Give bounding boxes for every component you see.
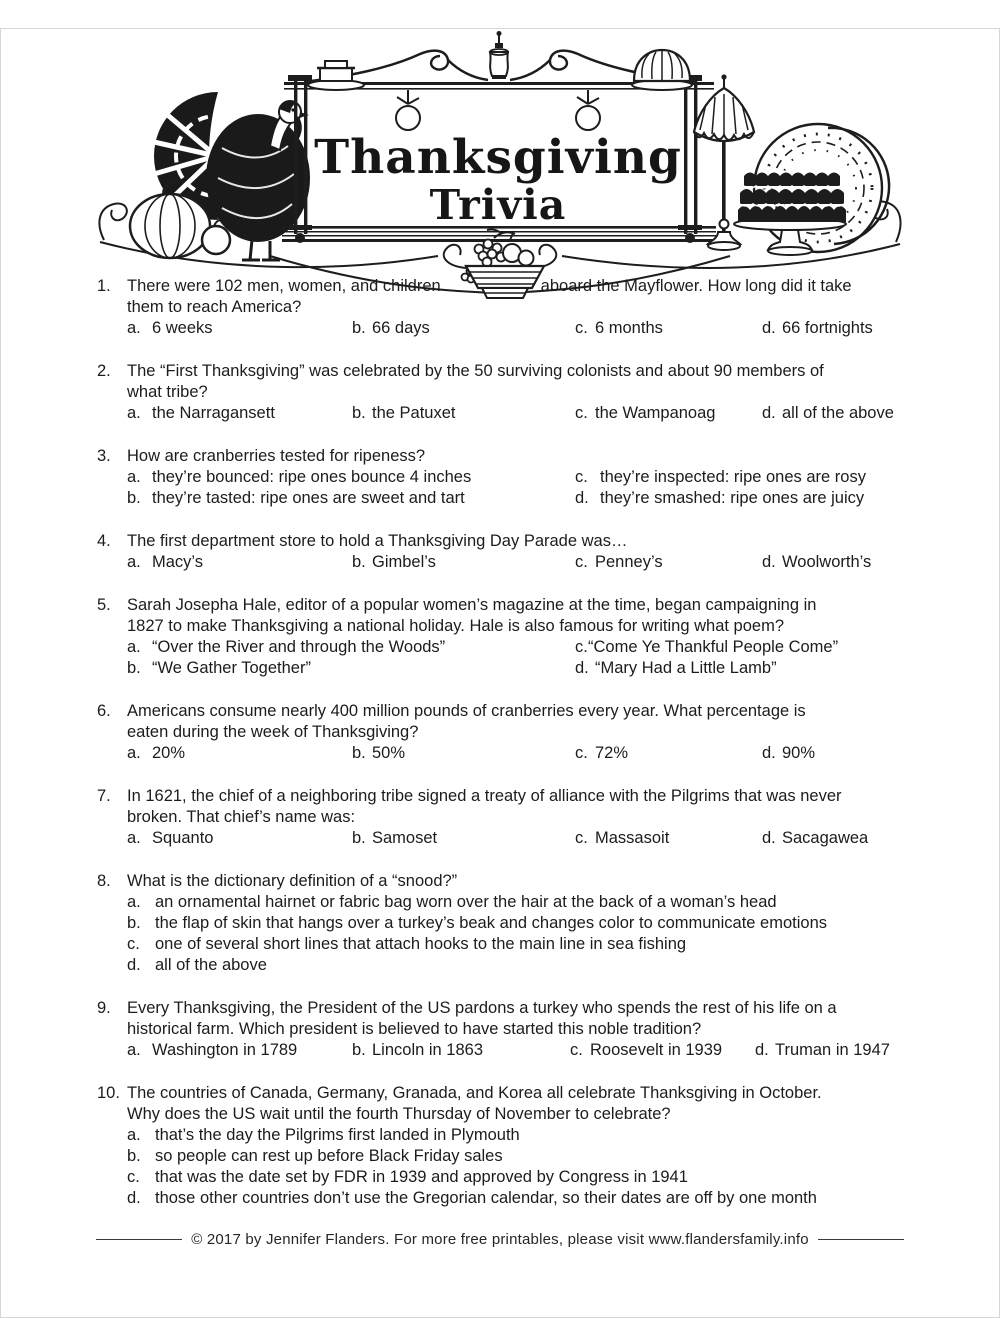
question-number: 8.	[97, 872, 111, 890]
question-number: 2.	[97, 362, 111, 380]
option-a: a. they’re bounced: ripe ones bounce 4 inches	[127, 468, 472, 486]
page-title-line2: Trivia	[429, 181, 567, 229]
option-a: a. Washington in 1789	[127, 1041, 298, 1059]
question-number: 9.	[97, 999, 111, 1017]
question-number: 7.	[97, 787, 111, 805]
question-text: 8. What is the dictionary definition of a “snood?”	[97, 872, 458, 890]
option-d: d. they’re smashed: ripe ones are juicy	[575, 489, 865, 507]
copyright-text: © 2017 by Jennifer Flanders. For more free printables, please visit www.flandersfamily.info	[191, 1231, 809, 1248]
question-6	[97, 701, 903, 764]
option-b: b. “We Gather Together”	[127, 659, 311, 677]
option-a: a. “Over the River and through the Woods”	[127, 638, 446, 656]
question-4	[97, 531, 903, 573]
answer-options	[127, 637, 903, 679]
question-text: 5. Sarah Josepha Hale, editor of a popular women’s magazine at the time, began campaigning in 1827 to make Thanksgiving a national holiday. Hale is also famous for writing what poem?	[97, 596, 817, 635]
option-d: d. those other countries don’t use the Gregorian calendar, so their dates are off by one month	[127, 1189, 817, 1207]
option-d: d. 90%	[762, 744, 816, 762]
option-c: c. 72%	[575, 744, 629, 762]
question-number: 1.	[97, 277, 111, 295]
question-text: 7. In 1621, the chief of a neighboring tribe signed a treaty of alliance with the Pilgrims that was never broken. That chief’s name was:	[97, 787, 842, 826]
question-text: 2. The “First Thanksgiving” was celebrated by the 50 surviving colonists and about 90 members of what tribe?	[97, 362, 824, 401]
footer-rule-left	[96, 1239, 182, 1240]
option-b: b. Lincoln in 1863	[352, 1041, 484, 1059]
cake-icon	[738, 173, 846, 223]
option-c: c.“Come Ye Thankful People Come”	[575, 638, 839, 656]
option-d: d. Sacagawea	[762, 829, 869, 847]
question-number: 6.	[97, 702, 111, 720]
option-d: d. all of the above	[127, 956, 267, 974]
option-a: a. Macy’s	[127, 553, 204, 571]
option-b: b. they’re tasted: ripe ones are sweet and tart	[127, 489, 465, 507]
answer-options	[127, 828, 903, 849]
question-text: 3. How are cranberries tested for ripeness?	[97, 447, 426, 465]
option-c: c. Penney’s	[575, 553, 663, 571]
option-c: c. that was the date set by FDR in 1939 and approved by Congress in 1941	[127, 1168, 688, 1186]
option-c: c. one of several short lines that attach hooks to the main line in sea fishing	[127, 935, 687, 953]
question-9	[97, 998, 903, 1061]
option-c: c. Roosevelt in 1939	[570, 1041, 723, 1059]
question-text: 4. The first department store to hold a Thanksgiving Day Parade was…	[97, 532, 628, 550]
answer-options	[127, 318, 903, 339]
butter-dish-icon	[308, 61, 364, 90]
question-text: 10. The countries of Canada, Germany, Granada, and Korea all celebrate Thanksgiving in October. Why does the US wait until the fourth Thursday of November to celebrate?	[97, 1084, 822, 1123]
option-a: a. 6 weeks	[127, 319, 213, 337]
option-b: b. Gimbel’s	[352, 553, 436, 571]
option-c: c. they’re inspected: ripe ones are rosy	[575, 468, 866, 486]
question-text: 6. Americans consume nearly 400 million pounds of cranberries every year. What percentage is eaten during the week of Thanksgiving?	[97, 702, 806, 741]
decorative-header	[0, 28, 1000, 262]
answer-options	[127, 467, 903, 509]
option-b: b. Samoset	[352, 829, 438, 847]
page-title-line1: Thanksgiving	[314, 130, 682, 185]
question-number: 3.	[97, 447, 111, 465]
option-d: d. 66 fortnights	[762, 319, 873, 337]
answer-options	[127, 1125, 903, 1209]
option-b: b. 66 days	[352, 319, 430, 337]
question-number: 10.	[97, 1084, 120, 1102]
option-a: a. that’s the day the Pilgrims first landed in Plymouth	[127, 1126, 520, 1144]
question-text: 1. There were 102 men, women, and children aboard the Mayflower. How long did it take them to reach America?	[97, 277, 852, 316]
footer-rule-right	[818, 1239, 904, 1240]
answer-options	[127, 1040, 903, 1061]
question-list	[0, 262, 1000, 1209]
urn-icon	[490, 31, 508, 79]
option-c: c. the Wampanoag	[575, 404, 716, 422]
option-b: b. the Patuxet	[352, 404, 456, 422]
question-3	[97, 446, 903, 509]
copyright-footer	[0, 1231, 1000, 1248]
question-5	[97, 595, 903, 679]
question-7	[97, 786, 903, 849]
option-a: a. an ornamental hairnet or fabric bag worn over the hair at the back of a woman’s head	[127, 893, 777, 911]
question-2	[97, 361, 903, 424]
question-number: 4.	[97, 532, 111, 550]
option-a: a. Squanto	[127, 829, 214, 847]
option-c: c. Massasoit	[575, 829, 670, 847]
option-b: b. 50%	[352, 744, 406, 762]
option-c: c. 6 months	[575, 319, 663, 337]
answer-options	[127, 892, 903, 976]
option-a: a. 20%	[127, 744, 186, 762]
option-b: b. so people can rest up before Black Friday sales	[127, 1147, 503, 1165]
question-text: 9. Every Thanksgiving, the President of the US pardons a turkey who spends the rest of his life on a historical farm. Which president is believed to have started this noble tradition?	[97, 999, 837, 1038]
question-10	[97, 1083, 903, 1209]
question-8	[97, 871, 903, 976]
option-d: d. “Mary Had a Little Lamb”	[575, 659, 777, 677]
option-d: d. Truman in 1947	[755, 1041, 890, 1059]
header-illustration	[90, 28, 910, 300]
question-number: 5.	[97, 596, 111, 614]
answer-options	[127, 743, 903, 764]
option-d: d. all of the above	[762, 404, 894, 422]
option-a: a. the Narragansett	[127, 404, 275, 422]
answer-options	[127, 403, 903, 424]
fruit-ornament-icon	[396, 90, 600, 130]
option-b: b. the flap of skin that hangs over a turkey’s beak and changes color to communicate emotions	[127, 914, 827, 932]
answer-options	[127, 552, 903, 573]
jelly-mold-icon	[632, 50, 692, 90]
option-d: d. Woolworth’s	[762, 553, 872, 571]
